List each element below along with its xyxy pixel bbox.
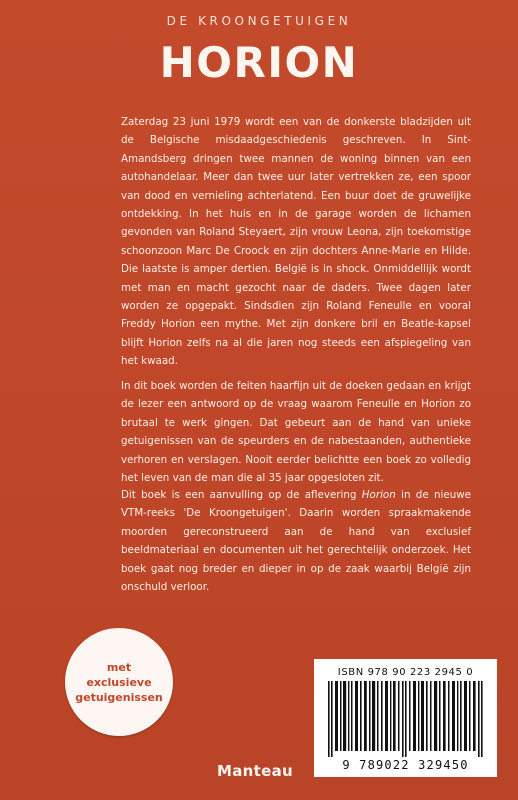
book-title: HORION [159,38,359,87]
blurb-paragraph-3 [121,486,471,596]
barcode-icon [324,681,487,757]
blurb-text [121,486,471,596]
blurb-text-before: Dit boek is een aanvulling op de aflevering [121,489,362,501]
badge-line-2: exclusieve [86,675,152,689]
blurb-text-italic: Horion [361,489,396,501]
badge-line-3: getuigenissen [75,690,163,704]
isbn-label: ISBN 978 90 223 2945 0 [337,667,474,678]
blurb-paragraph-2 [121,377,471,487]
blurb-paragraph-1 [121,113,471,371]
publisher-logo: Manteau [217,762,293,780]
blurb-text-after: in de nieuwe VTM-reeks 'De Kroongetuigen'. Daarin worden spraakmakende moorden gereconstrueerd aan de hand van exclusief beeldmateriaal en documenten uit het gerechtelijk onderzoek. Het boek gaat nog breder en dieper in op de zaak waarbij België zijn onschuld verloor. [121,489,471,594]
barcode-panel [314,659,497,777]
badge-line-1: met [106,660,132,674]
series-name: DE KROONGETUIGEN [166,14,352,28]
exclusive-badge [65,628,173,736]
blurb-text: In dit boek worden de feiten haarfijn uit de doeken gedaan en krijgt de lezer een antwoord op de vraag waarom Feneulle en Horion zo brutaal te werk gingen. Dat gebeurt aan de hand van unieke getuigenissen van de speurders en de nabestaanden, authentieke verhoren en verslagen. Nooit eerder belichtte een boek zo volledig het leven van de man die al 35 jaar opgesloten zit. [121,380,471,485]
blurb-text: Zaterdag 23 juni 1979 wordt een van de donkerste bladzijden uit de Belgische misdaadgeschiedenis geschreven. In Sint-Amandsberg dringen twee mannen de woning binnen van een autohandelaar. Meer dan twee uur later vertrekken ze, een spoor van dood en vernieling achterlatend. Een buur doet de gruwelijke ontdekking. In het huis en in de garage worden de lichamen gevonden van Roland Steyaert, zijn vrouw Leona, zijn toekomstige schoonzoon Marc De Croock en zijn dochters Anne-Marie en Hilde. Die laatste is amper dertien. België is in shock. Onmiddellijk wordt met man en macht gezocht naar de daders. Twee dagen later worden ze opgepakt. Sindsdien zijn Roland Feneulle en vooral Freddy Horion een mythe. Met zijn donkere bril en Beatle-kapsel blijft Horion zelfs na al die jaren nog steeds een afspiegeling van het kwaad. [121,116,471,368]
barcode-number: 9 789022 329450 [342,758,469,772]
